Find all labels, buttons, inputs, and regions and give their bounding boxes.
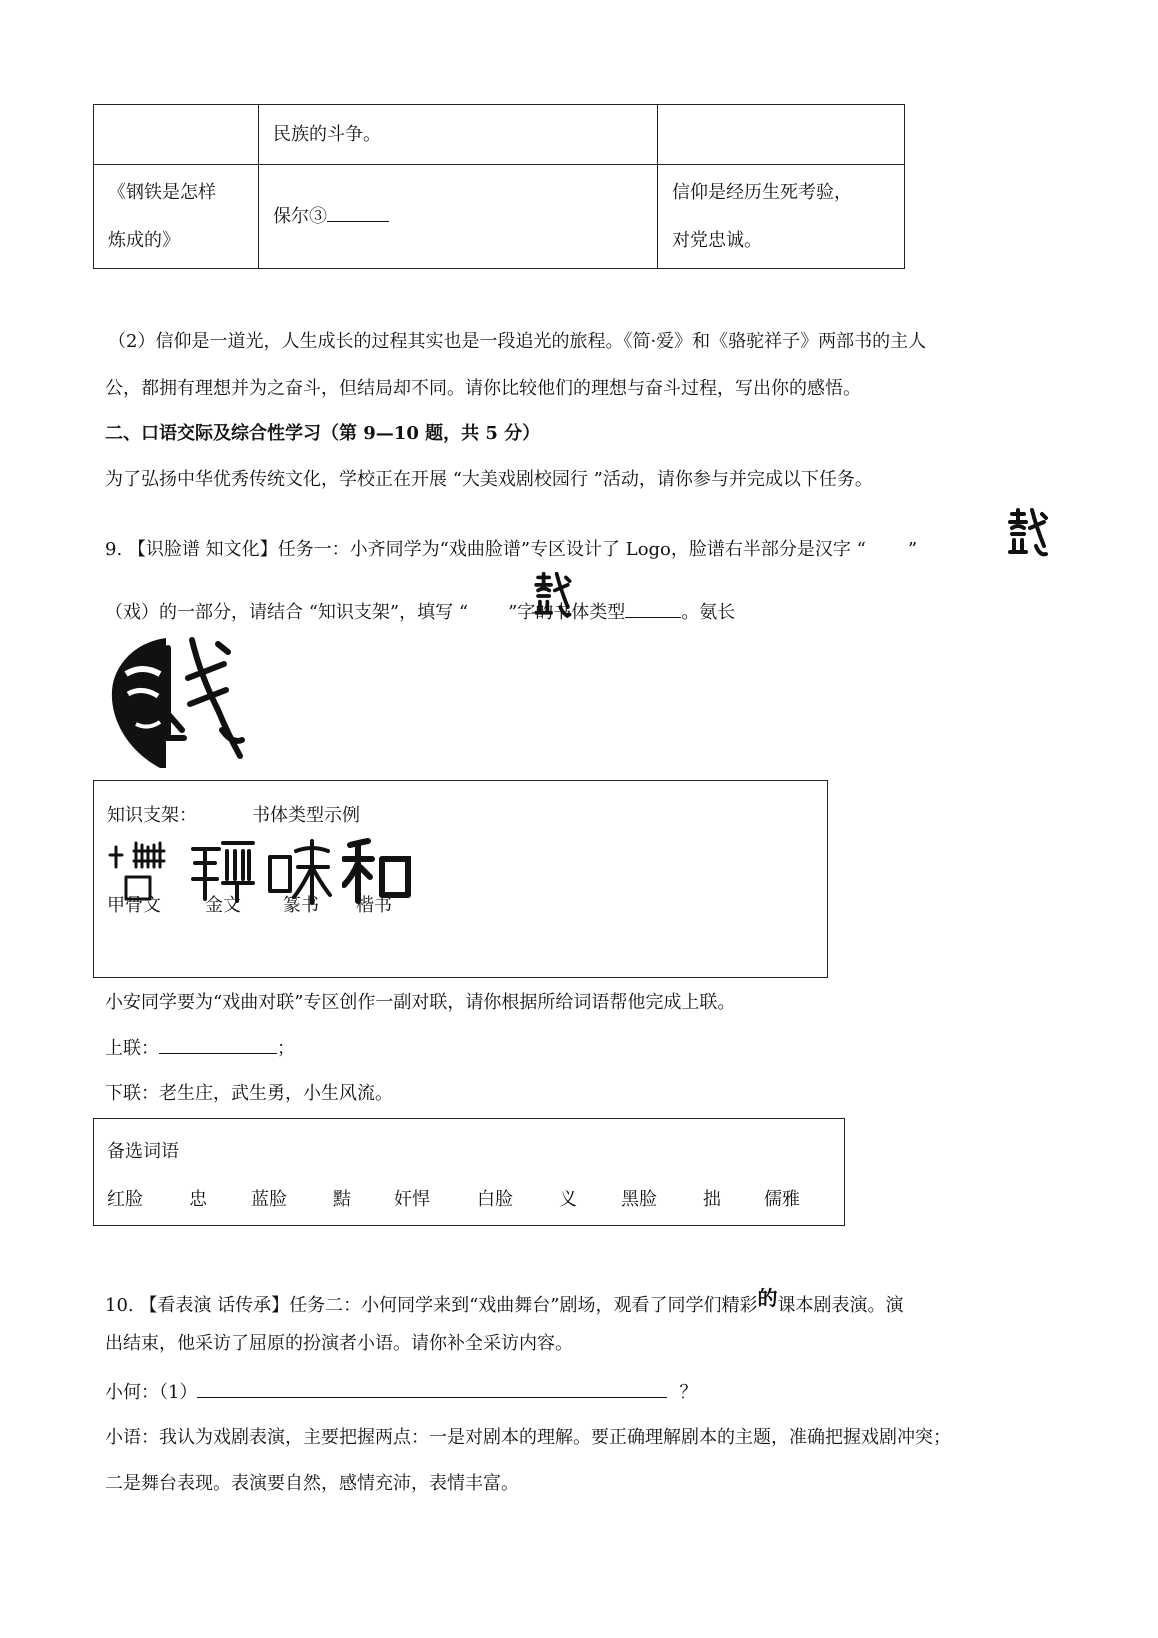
xiaohe-question-line <box>105 1379 697 1406</box>
seal-xi-glyph-icon <box>1006 506 1048 562</box>
table-cell-paul <box>259 165 658 269</box>
seal-xi-glyph-icon <box>532 570 572 622</box>
table-cell <box>658 105 905 165</box>
candidate-word: 忠 <box>189 1189 207 1210</box>
lower-couplet: 下联：老生庄，武生勇，小生风流。 <box>105 1083 393 1104</box>
answer-blank-3[interactable] <box>327 203 389 222</box>
xiaohe-end: ？ <box>679 1382 698 1403</box>
candidate-word: 儒雅 <box>764 1189 800 1210</box>
q9-line2-text-c: 。氨长 <box>681 602 736 623</box>
candidate-word: 红脸 <box>107 1189 143 1210</box>
belief-line: 对党忠诚。 <box>672 229 762 251</box>
q10-line1-text: 10. 【看表演 话传承】任务二：小何同学来到“戏曲舞台”剧场，观看了同学们精彩 <box>105 1295 758 1316</box>
book-title-line: 《钢铁是怎样 <box>108 181 216 203</box>
candidate-words-title: 备选词语 <box>107 1141 179 1162</box>
couplet-intro: 小安同学要为“戏曲对联”专区创作一副对联，请你根据所给词语帮他完成上联。 <box>105 992 736 1013</box>
upper-couplet-line <box>105 1035 295 1062</box>
upper-couplet-label: 上联： <box>105 1038 159 1059</box>
q2-line2: 公，都拥有理想并为之奋斗，但结局却不同。请你比较他们的理想与奋斗过程，写出你的感悟。 <box>105 378 861 399</box>
table-cell: 民族的斗争。 <box>259 105 658 165</box>
upper-couplet-blank[interactable] <box>159 1035 277 1054</box>
candidate-word: 义 <box>559 1189 577 1210</box>
opera-mask-logo-icon <box>108 634 246 772</box>
upper-couplet-end: ； <box>277 1038 295 1059</box>
candidate-word: 奸悍 <box>394 1189 430 1210</box>
candidate-word: 拙 <box>703 1189 721 1210</box>
table-cell-belief <box>658 165 905 269</box>
script-type-label: 楷书 <box>356 895 392 916</box>
q2-line1: （2）信仰是一道光，人生成长的过程其实也是一段追光的旅程。《简·爱》和《骆驼祥子》两部书的主人 <box>108 331 927 352</box>
candidate-word: 蓝脸 <box>251 1189 287 1210</box>
q9-line2 <box>105 599 735 626</box>
q9-line1-text: 9. 【识脸谱 知文化】任务一：小齐同学为“戏曲脸谱”专区设计了 Logo，脸谱右半部分是汉字 “ <box>105 539 866 560</box>
candidate-word: 黠 <box>333 1189 351 1210</box>
q9-line1 <box>105 537 917 563</box>
xiaohe-label: 小何：（1） <box>105 1382 198 1403</box>
q9-line2-text: （戏）的一部分，请结合 “知识支架”，填写 “ <box>105 602 469 623</box>
q10-de-char: 的 <box>757 1286 778 1310</box>
q10-line2: 出结束，他采访了屈原的扮演者小语。请你补全采访内容。 <box>105 1333 573 1354</box>
section2-heading: 二、口语交际及综合性学习（第 9—10 题，共 5 分） <box>105 423 541 444</box>
knowledge-title: 书体类型示例 <box>252 805 360 826</box>
section2-intro: 为了弘扬中华优秀传统文化，学校正在开展 “大美戏剧校园行 ”活动，请你参与并完成以下任务。 <box>105 469 873 490</box>
table-cell <box>94 105 259 165</box>
candidate-word: 黑脸 <box>621 1189 657 1210</box>
paul-label: 保尔③ <box>273 205 327 227</box>
book-title-line: 炼成的》 <box>108 229 180 251</box>
xiaoyu-answer-line2: 二是舞台表现。表演要自然，感情充沛，表情丰富。 <box>105 1473 519 1494</box>
script-type-label: 篆书 <box>283 895 319 916</box>
q10-line1 <box>105 1285 903 1319</box>
xiaoyu-answer-line1: 小语：我认为戏剧表演，主要把握两点：一是对剧本的理解。要正确理解剧本的主题，准确把握戏剧冲突； <box>105 1427 951 1448</box>
q10-line1-text-b: 课本剧表演。演 <box>777 1295 904 1316</box>
script-type-label: 甲骨文 <box>107 895 161 916</box>
table-cell-book-title <box>94 165 259 269</box>
candidate-word: 白脸 <box>477 1189 513 1210</box>
knowledge-box <box>93 780 828 978</box>
q9-quote-close: ” <box>907 539 918 560</box>
q9-line2-text-b: ”字的书体类型 <box>508 602 626 623</box>
belief-line: 信仰是经历生死考验， <box>672 181 852 203</box>
literature-table <box>93 104 905 269</box>
interview-question-blank[interactable] <box>197 1379 667 1398</box>
script-type-label: 金文 <box>205 895 241 916</box>
script-type-blank[interactable] <box>625 599 681 618</box>
knowledge-label: 知识支架： <box>107 805 197 826</box>
